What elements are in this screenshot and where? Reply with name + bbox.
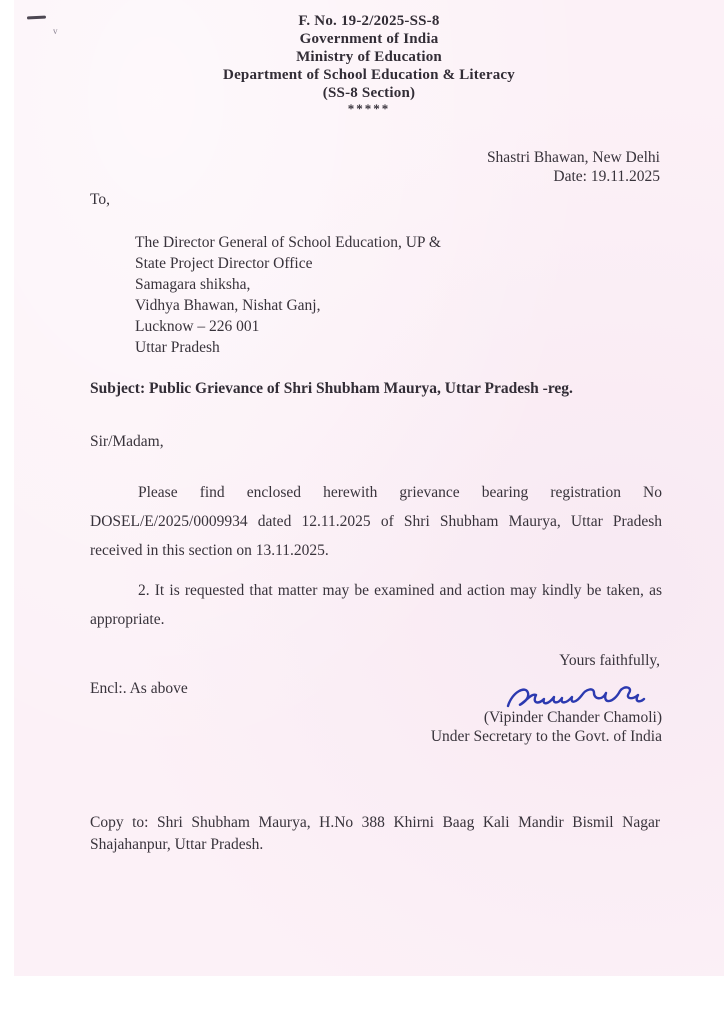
recipient-line: Vidhya Bhawan, Nishat Ganj, xyxy=(135,297,321,314)
enclosure-note: Encl:. As above xyxy=(90,680,188,697)
recipient-line: State Project Director Office xyxy=(135,255,313,272)
recipient-line: Lucknow – 226 001 xyxy=(135,318,260,335)
subject-line: Subject: Public Grievance of Shri Shubham Maurya, Uttar Pradesh -reg. xyxy=(90,380,573,397)
government-line: Government of India xyxy=(299,31,439,47)
letterhead xyxy=(14,12,724,116)
section-line: (SS-8 Section) xyxy=(322,85,416,101)
file-number: F. No. 19-2/2025-SS-8 xyxy=(298,13,440,29)
salutation: Sir/Madam, xyxy=(90,433,164,450)
dateline xyxy=(487,148,660,186)
ministry-line: Ministry of Education xyxy=(296,49,442,65)
recipient-line: Uttar Pradesh xyxy=(135,339,220,356)
place-line: Shastri Bhawan, New Delhi xyxy=(486,149,660,166)
copy-to-note: Copy to: Shri Shubham Maurya, H.No 388 Khirni Baag Kali Mandir Bismil Nagar Shajahanpur, Uttar Pradesh. xyxy=(90,814,660,853)
recipient-line: Samagara shiksha, xyxy=(135,276,251,293)
recipient-line: The Director General of School Education, UP & xyxy=(135,234,441,251)
letter-page xyxy=(14,0,724,976)
body-paragraph-2: 2. It is requested that matter may be examined and action may kindly be taken, as appropriate. xyxy=(90,582,662,628)
body-paragraph-1: Please find enclosed herewith grievance bearing registration No DOSEL/E/2025/0009934 dated 12.11.2025 of Shri Shubham Maurya, Uttar Pradesh received in this section on 13.11.2025. xyxy=(90,484,662,559)
signatory-title: Under Secretary to the Govt. of India xyxy=(430,728,662,745)
signatory-name: (Vipinder Chander Chamoli) xyxy=(483,709,662,726)
date-line: Date: 19.11.2025 xyxy=(553,168,660,185)
scan-artifact-dot: v xyxy=(53,26,58,36)
to-label: To, xyxy=(90,191,111,208)
department-line: Department of School Education & Literacy xyxy=(223,67,515,83)
valediction: Yours faithfully, xyxy=(559,652,660,669)
recipient-address xyxy=(135,232,441,358)
star-separator: ***** xyxy=(347,101,391,116)
